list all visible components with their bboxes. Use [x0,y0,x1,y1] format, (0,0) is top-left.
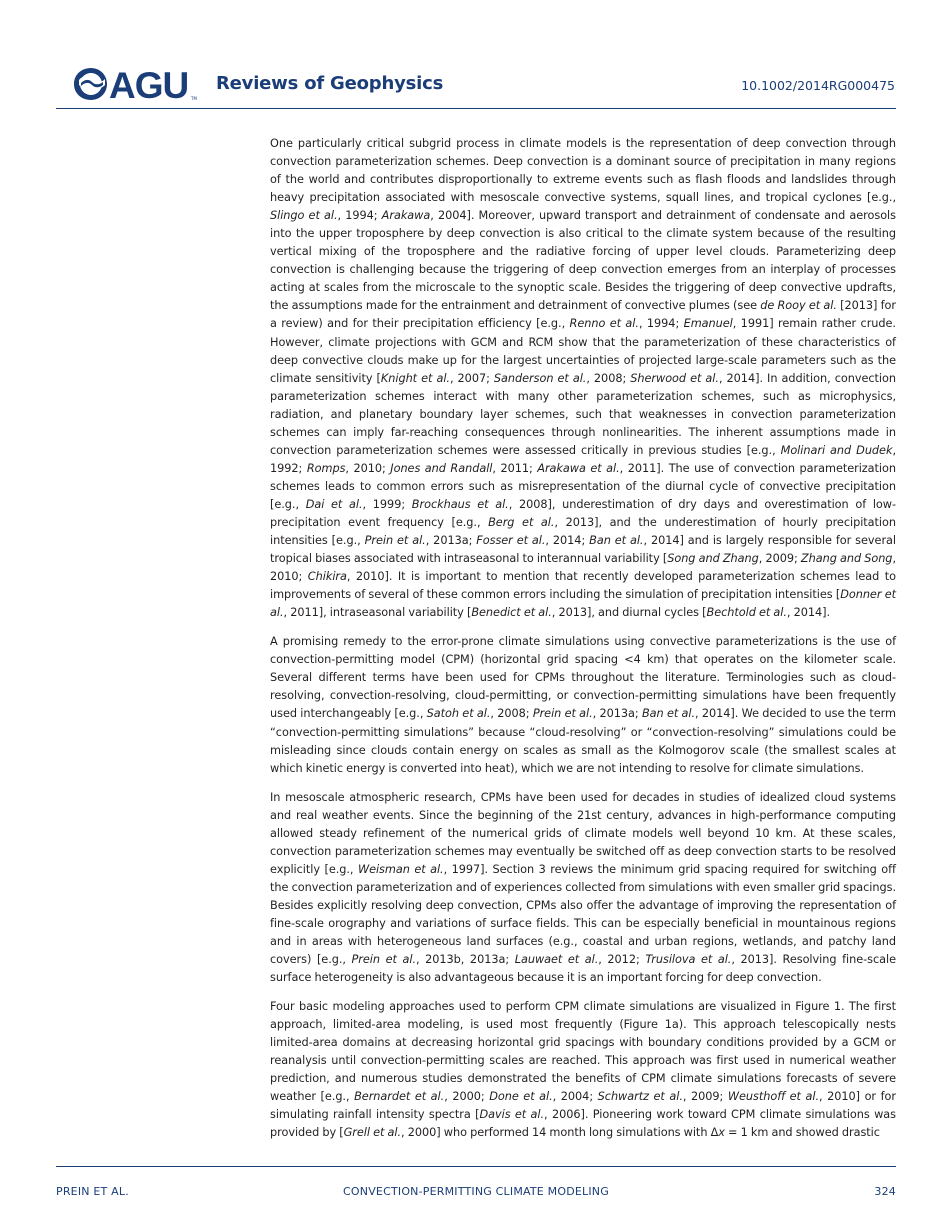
citation-author: Jones and Randall [390,461,493,475]
page-header [0,0,952,118]
citation-author: Bechtold et al. [706,606,787,620]
article-body [270,135,896,1154]
agu-logo-mark-icon [73,66,197,102]
citation-author: Chikira [307,570,347,584]
svg-text:TM: TM [191,96,197,101]
citation-author: de Rooy et al. [760,299,837,313]
citation-author: Arakawa [381,209,431,223]
footer-running-title: CONVECTION-PERMITTING CLIMATE MODELING [343,1185,609,1198]
citation-author: Prein et al. [532,707,593,721]
citation-author: Weusthoff et al. [727,1090,819,1104]
citation-author: Fosser et al. [476,534,546,548]
citation-author: Song and Zhang [667,552,759,566]
paragraph: Four basic modeling approaches used to perform CPM climate simulations are visualized in Figure 1. The first approach, limited-area modeling, is used most frequently (Figure 1a). This approach telescopically nests limited-area domains at decreasing horizontal grid spacings with boundary conditions provided by a GCM or reanalysis until convection-permitting scales are reached. This approach was first used in numerical weather prediction, and numerous studies demonstrated the benefits of CPM climate simulations forecasts of severe weather [e.g., Bernardet et al., 2000; Done et al., 2004; Schwartz et al., 2009; Weusthoff et al., 2010] or for simulating rainfall intensity spectra [Davis et al., 2006]. Pioneering work toward CPM climate simulations was provided by [Grell et al., 2000] who performed 14 month long simulations with Δx = 1 km and showed drastic [270,1000,896,1140]
citation-author: Davis et al. [479,1108,545,1122]
citation-author: Romps [306,461,346,475]
header-divider [56,108,896,109]
citation-author: Benedict et al. [471,606,552,620]
paragraph: A promising remedy to the error-prone climate simulations using convective parameterizations is the use of convection-permitting model (CPM) (horizontal grid spacing <4 km) that operates on the kilometer scale. Several different terms have been used for CPMs throughout the literature. Terminologies such as cloud-resolving, convection-resolving, cloud-permitting, or convection-permitting simulations have been frequently used interchangeably [e.g., Satoh et al., 2008; Prein et al., 2013a; Ban et al., 2014]. We decided to use the term “convection-permitting simulations” because “cloud-resolving” or “convection-resolving” simulations could be misleading since clouds contain energy on scales as small as the Kolmogorov scale (the smallest scales at which kinetic energy is converted into heat), which we are not intending to resolve for climate simulations. [270,635,896,775]
citation-author: Molinari and Dudek [780,443,893,457]
citation-author: Grell et al. [343,1126,402,1140]
citation-author: Knight et al. [380,371,450,385]
citation-author: Renno et al. [569,317,639,331]
citation-author: Satoh et al. [426,707,491,721]
citation-author: Prein et al. [364,534,426,548]
citation-author: Slingo et al. [270,209,338,223]
citation-author: Prein et al. [351,953,416,967]
citation-author: Donner et al. [270,588,896,620]
paragraph: One particularly critical subgrid process in climate models is the representation of deep convection through convection parameterization schemes. Deep convection is a dominant source of precipitation in many regions of the world and contributes disproportionally to extreme events such as flash floods and landslides through heavy precipitation associated with mesoscale convective systems, squall lines, and tropical cyclones [e.g., Slingo et al., 1994; Arakawa, 2004]. Moreover, upward transport and detrainment of condensate and aerosols into the upper troposphere by deep convection is also critical to the climate system because of the resulting vertical mixing of the troposphere and the radiative forcing of upper level clouds. Parameterizing deep convection is challenging because the triggering of deep convection emerges from an interplay of processes acting at scales from the microscale to the synoptic scale. Besides the triggering of deep convective updrafts, the assumptions made for the entrainment and detrainment of convective plumes (see de Rooy et al. [2013] for a review) and for their precipitation efficiency [e.g., Renno et al., 1994; Emanuel, 1991] remain rather crude. However, climate projections with GCM and RCM show that the parameterization of these characteristics of deep convective clouds make up for the largest uncertainties of projected large-scale parameters such as the climate sensitivity [Knight et al., 2007; Sanderson et al., 2008; Sherwood et al., 2014]. In addition, convection parameterization schemes interact with many other parameterization schemes, such as microphysics, radiation, and planetary boundary layer schemes, such that weaknesses in convection parameterization schemes can imply far-reaching consequences through nonlinearities. The inherent assumptions made in convection parameterization schemes were assessed critically in previous studies [e.g., Molinari and Dudek, 1992; Romps, 2010; Jones and Randall, 2011; Arakawa et al., 2011]. The use of convection parameterization schemes leads to common errors such as misrepresentation of the diurnal cycle of convective precipitation [e.g., Dai et al., 1999; Brockhaus et al., 2008], underestimation of dry days and overestimation of low-precipitation event frequency [e.g., Berg et al., 2013], and the underestimation of hourly precipitation intensities [e.g., Prein et al., 2013a; Fosser et al., 2014; Ban et al., 2014] and is largely responsible for several tropical biases associated with intraseasonal to interannual variability [Song and Zhang, 2009; Zhang and Song, 2010; Chikira, 2010]. It is important to mention that recently developed parameterization schemes lead to improvements of several of these common errors including the simulation of precipitation intensities [Donner et al., 2011], intraseasonal variability [Benedict et al., 2013], and diurnal cycles [Bechtold et al., 2014]. [270,137,897,620]
citation-author: Sherwood et al. [630,371,719,385]
citation-author: Lauwaet et al. [514,953,599,967]
page-number: 324 [874,1185,896,1198]
agu-logo [73,66,197,102]
footer-divider [56,1166,896,1167]
citation-author: Weisman et al. [357,862,444,876]
citation-author: Schwartz et al. [597,1090,683,1104]
citation-author: Trusilova et al. [645,953,732,967]
citation-author: Done et al. [489,1090,553,1104]
citation-author: Brockhaus et al. [411,497,509,511]
journal-title: Reviews of Geophysics [216,73,444,94]
citation-author: Zhang and Song [800,552,893,566]
doi-link[interactable]: 10.1002/2014RG000475 [741,78,895,93]
citation-author: Dai et al. [305,497,363,511]
citation-author: Sanderson et al. [493,371,587,385]
citation-author: Arakawa et al. [537,461,620,475]
footer-authors: PREIN ET AL. [56,1185,129,1198]
citation-author: Ban et al. [641,707,696,721]
citation-author: Bernardet et al. [354,1090,445,1104]
citation-author: x [718,1126,725,1140]
citation-author: Emanuel [683,317,733,331]
logo-wordmark: AGU [109,66,189,102]
paragraph: In mesoscale atmospheric research, CPMs have been used for decades in studies of idealized cloud systems and real weather events. Since the beginning of the 21st century, advances in high-performance computing allowed steady refinement of the numerical grids of climate models well beyond 10 km. At these scales, convection parameterization schemes may eventually be switched off as deep convection starts to be resolved explicitly [e.g., Weisman et al., 1997]. Section 3 reviews the minimum grid spacing required for switching off the convection parameterization and of experiences collected from simulations with even smaller grid spacings. Besides explicitly resolving deep convection, CPMs also offer the advantage of improving the representation of fine-scale orography and variations of surface fields. This can be especially beneficial in mountainous regions and in areas with heterogeneous land surfaces (e.g., coastal and urban regions, wetlands, and patchy land covers) [e.g., Prein et al., 2013b, 2013a; Lauwaet et al., 2012; Trusilova et al., 2013]. Resolving fine-scale surface heterogeneity is also advantageous because it is an important forcing for deep convection. [270,790,896,985]
citation-author: Berg et al. [488,515,555,529]
citation-author: Ban et al. [589,534,644,548]
